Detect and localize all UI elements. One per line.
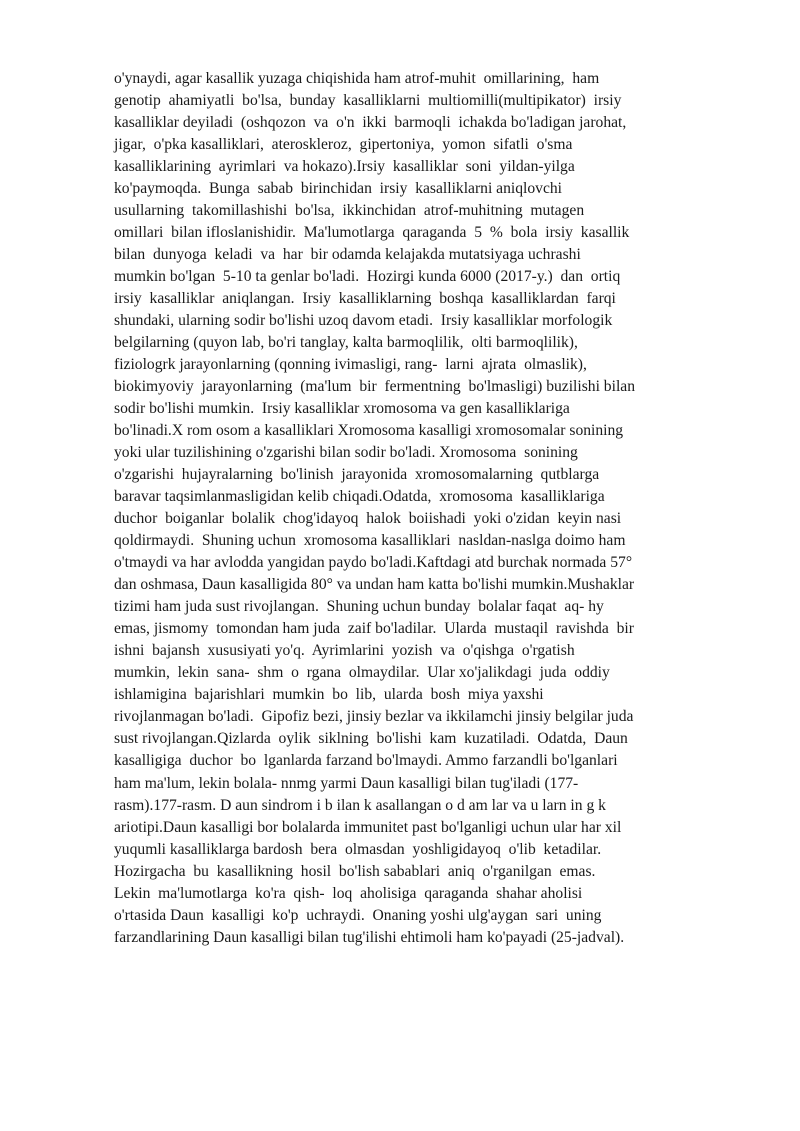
text-line: o'rtasida Daun kasalligi ko'p uchraydi. Onaning yoshi ulg'aygan sari uning [114, 906, 602, 924]
text-line: dan oshmasa, Daun kasalligida 80° va undan ham katta bo'lishi mumkin.Mushaklar [114, 576, 635, 594]
body-text [114, 68, 754, 949]
text-line: sust rivojlangan.Qizlarda oylik siklning bo'lishi kam kuzatiladi. Odatda, Daun [114, 730, 628, 748]
text-line: o'zgarishi hujayralarning bo'linish jarayonida xromosomalarning qutblarga [114, 466, 600, 484]
text-line: ishlamigina bajarishlari mumkin bo lib, ularda bosh miya yaxshi [114, 686, 544, 704]
text-line: rivojlanmagan bo'ladi. Gipofiz bezi, jinsiy bezlar va ikkilamchi jinsiy belgilar juda [114, 708, 634, 726]
text-line: Lekin ma'lumotlarga ko'ra qish- loq aholisiga qaraganda shahar aholisi [114, 884, 583, 902]
text-line: mumkin, lekin sana- shm o rgana olmaydilar. Ular xo'jalikdagi juda oddiy [114, 664, 610, 682]
text-line: ishni bajansh xususiyati yo'q. Ayrimlarini yozish va o'qishga o'rgatish [114, 642, 575, 660]
text-line: mumkin bo'lgan 5-10 ta genlar bo'ladi. Hozirgi kunda 6000 (2017-y.) dan ortiq [114, 268, 621, 286]
text-line: kasalliklar deyiladi (oshqozon va o'n ikki barmoqli ichakda bo'ladigan jarohat, [114, 114, 627, 132]
text-line: ham ma'lum, lekin bolala- nnmg yarmi Daun kasalligi bilan tug'iladi (177- [114, 774, 579, 792]
text-line: qoldirmaydi. Shuning uchun xromosoma kasalliklari nasldan-naslga doimo ham [114, 532, 626, 550]
text-line: jigar, o'pka kasalliklari, ateroskleroz, gipertoniya, yomon sifatli o'sma [114, 136, 573, 154]
text-line: bilan dunyoga keladi va har bir odamda kelajakda mutatsiyaga uchrashi [114, 246, 581, 264]
text-line: o'ynaydi, agar kasallik yuzaga chiqishida ham atrof-muhit omillarining, ham [114, 70, 600, 87]
text-line: biokimyoviy jarayonlarning (ma'lum bir fermentning bo'lmasligi) buzilishi bilan [114, 378, 635, 396]
text-line: tizimi ham juda sust rivojlangan. Shuning uchun bunday bolalar faqat aq- hy [114, 598, 604, 616]
text-line: yuqumli kasalliklarga bardosh bera olmasdan yoshligidayoq o'lib ketadilar. [114, 840, 602, 858]
text-line: baravar taqsimlanmasligidan kelib chiqadi.Odatda, xromosoma kasalliklariga [114, 488, 605, 506]
text-line: kasalliklarining ayrimlari va hokazo).Irsiy kasalliklar soni yildan-yilga [114, 158, 575, 176]
text-line: duchor boiganlar bolalik chog'idayoq halok boiishadi yoki o'zidan keyin nasi [114, 510, 622, 528]
text-line: o'tmaydi va har avlodda yangidan paydo bo'ladi.Kaftdagi atd burchak normada 57° [114, 554, 633, 572]
text-line: fiziologrk jarayonlarning (qonning ivimasligi, rang- larni ajrata olmaslik), [114, 356, 587, 374]
text-line: bo'linadi.X rom osom a kasalliklari Xromosoma kasalligi xromosomalar sonining [114, 422, 624, 440]
text-line: kasalligiga duchor bo lganlarda farzand bo'lmaydi. Ammo farzandli bo'lganlari [114, 752, 618, 770]
text-line: irsiy kasalliklar aniqlangan. Irsiy kasalliklarning boshqa kasalliklardan farqi [114, 290, 616, 308]
text-line: genotip ahamiyatli bo'lsa, bunday kasalliklarni multiomilli(multipikator) irsiy [114, 92, 622, 110]
text-line: yoki ular tuzilishining o'zgarishi bilan sodir bo'ladi. Xromosoma sonining [114, 444, 578, 462]
text-line: ariotipi.Daun kasalligi bor bolalarda immunitet past bo'lganligi uchun ular har xil [114, 818, 622, 836]
text-line: emas, jismomy tomondan ham juda zaif bo'ladilar. Ularda mustaqil ravishda bir [114, 620, 634, 638]
text-line: farzandlarining Daun kasalligi bilan tug'ilishi ehtimoli ham ko'payadi (25-jadval). [114, 928, 625, 946]
text-line: omillari bilan ifloslanishidir. Ma'lumotlarga qaraganda 5 % bola irsiy kasallik [114, 224, 630, 242]
text-line: rasm).177-rasm. D aun sindrom i b ilan k asallangan o d am lar va u larn in g k [114, 796, 606, 814]
text-line: usullarning takomillashishi bo'lsa, ikkinchidan atrof-muhitning mutagen [114, 202, 585, 220]
text-line: sodir bo'lishi mumkin. Irsiy kasalliklar xromosoma va gen kasalliklariga [114, 400, 570, 418]
text-line: Hozirgacha bu kasallikning hosil bo'lish sabablari aniq o'rganilgan emas. [114, 862, 596, 880]
text-line: ko'paymoqda. Bunga sabab birinchidan irsiy kasalliklarni aniqlovchi [114, 180, 563, 198]
text-line: shundaki, ularning sodir bo'lishi uzoq davom etadi. Irsiy kasalliklar morfologik [114, 312, 613, 330]
text-line: belgilarning (quyon lab, bo'ri tanglay, kalta barmoqlilik, olti barmoqlilik), [114, 334, 578, 352]
